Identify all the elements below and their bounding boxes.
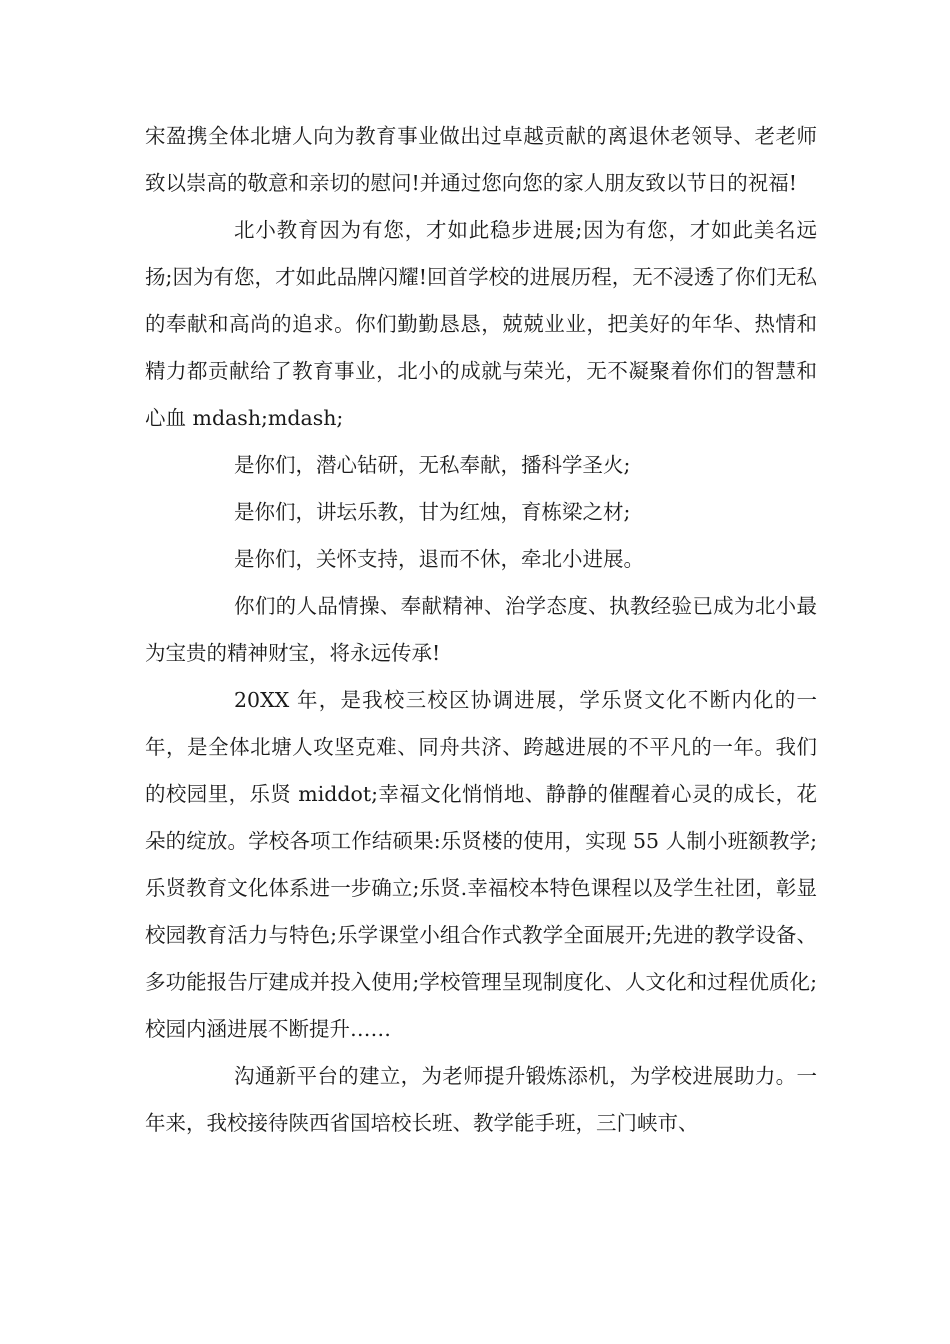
paragraph-2: 北小教育因为有您，才如此稳步进展;因为有您，才如此美名远扬;因为有您，才如此品牌闪耀!回首学校的进展历程，无不浸透了你们无私的奉献和高尚的追求。你们勤勤恳恳，兢兢业业，把美好的年华、热情和精力都贡献给了教育事业，北小的成就与荣光，无不凝聚着你们的智慧和心血 mdash;mdash; [145, 218, 817, 430]
paragraph-7: 20XX 年，是我校三校区协调进展，学乐贤文化不断内化的一年，是全体北塘人攻坚克难、同舟共济、跨越进展的不平凡的一年。我们的校园里，乐贤 middot;幸福文化悄悄地、静静的催醒着心灵的成长，花朵的绽放。学校各项工作结硕果:乐贤楼的使用，实现 55 人制小班额教学;乐贤教育文化体系进一步确立;乐贤.幸福校本特色课程以及学生社团，彰显校园教育活力与特色;乐学课堂小组合作式教学全面展开;先进的教学设备、多功能报告厅建成并投入使用;学校管理呈现制度化、人文化和过程优质化;校园内涵进展不断提升…… [145, 688, 817, 1041]
paragraph-3: 是你们，潜心钻研，无私奉献，播科学圣火; [234, 453, 631, 477]
paragraph-5: 是你们，关怀支持，退而不休，牵北小进展。 [234, 547, 644, 571]
paragraph-4: 是你们，讲坛乐教，甘为红烛，育栋梁之材; [234, 500, 631, 524]
paragraph-1: 宋盈携全体北塘人向为教育事业做出过卓越贡献的离退休老领导、老老师致以崇高的敬意和亲切的慰问!并通过您向您的家人朋友致以节日的祝福! [145, 124, 817, 195]
paragraph-6: 你们的人品情操、奉献精神、治学态度、执教经验已成为北小最为宝贵的精神财宝，将永远传承! [145, 594, 817, 665]
paragraph-8: 沟通新平台的建立，为老师提升锻炼添机，为学校进展助力。一年来，我校接待陕西省国培校长班、教学能手班，三门峡市、 [145, 1064, 817, 1135]
document-body [145, 113, 817, 1147]
